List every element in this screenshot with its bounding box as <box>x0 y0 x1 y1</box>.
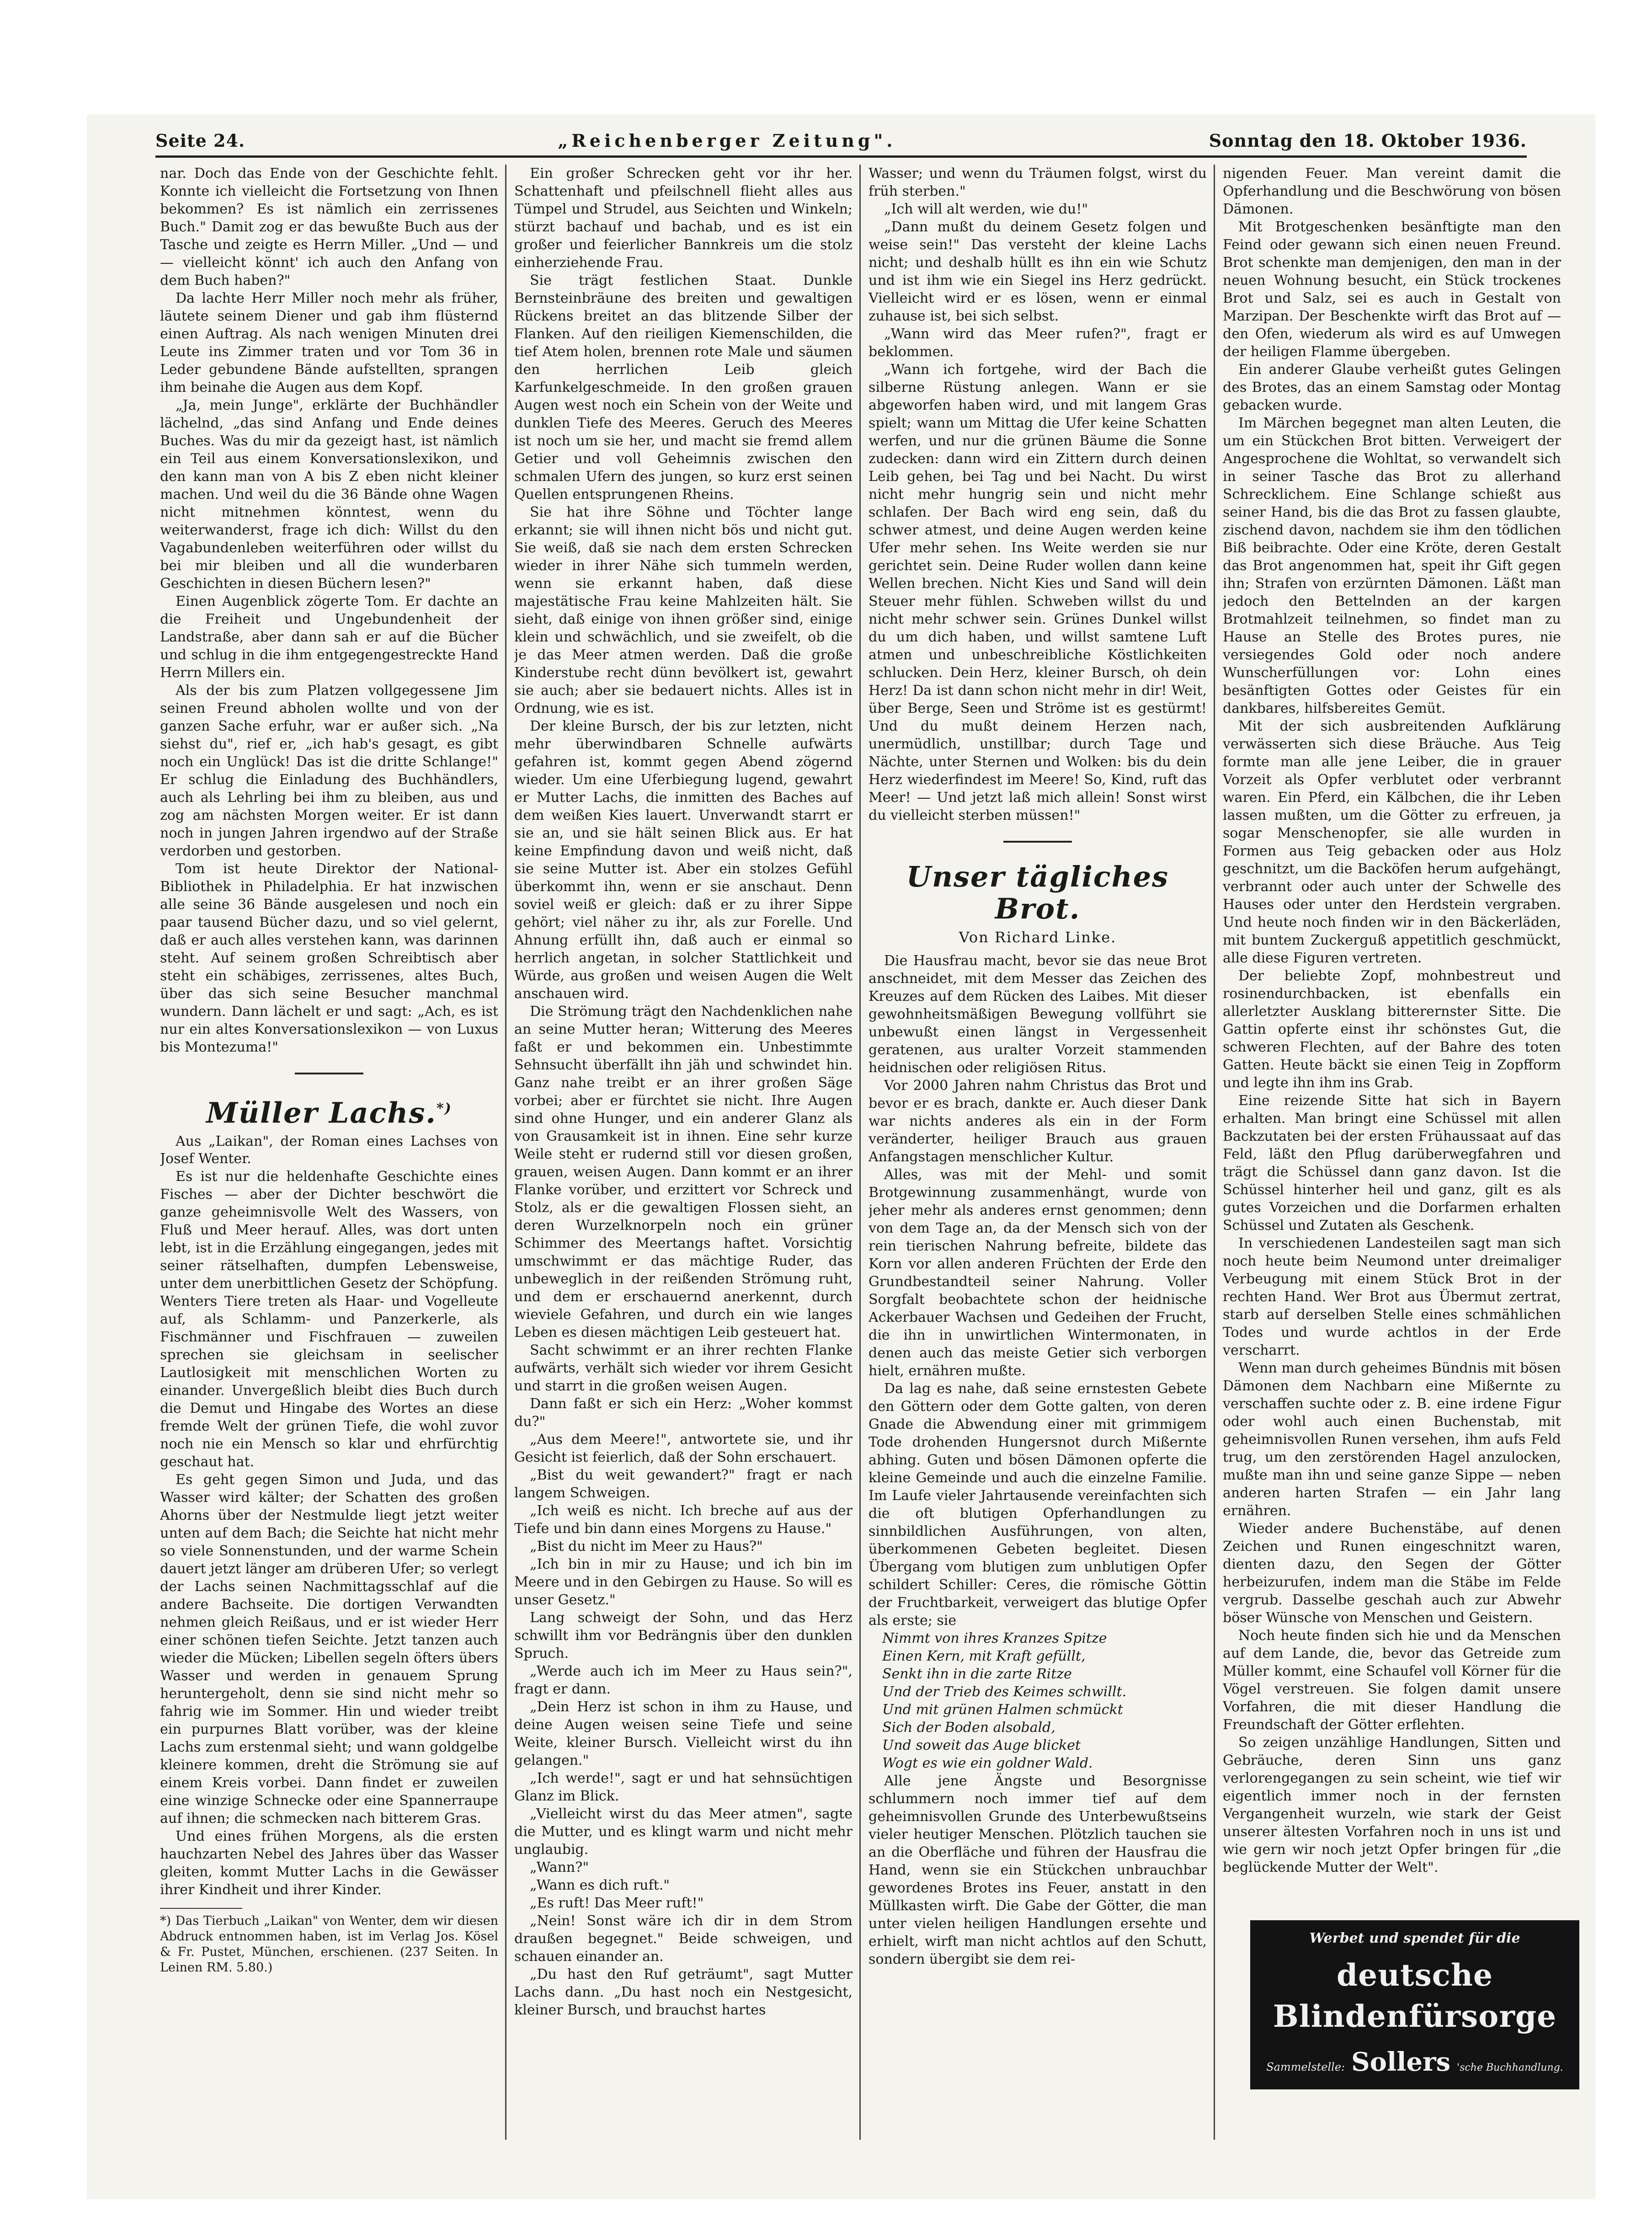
paragraph: Wenn man durch geheimes Bündnis mit bösen Dämonen dem Nachbarn eine Mißernte zu verschaffen suchte oder z. B. eine irdene Figur oder wohl auch einen Buchenstab, mit geheimnisvollen Runen versehen, ihm aufs Feld trug, um den zerstörenden Hagel anzulocken, mußte man ihn und seine ganze Sippe — neben anderen harten Strafen — ein Jahr lang ernähren. <box>1223 1360 1561 1519</box>
paragraph: Der beliebte Zopf, mohnbestreut und rosinendurchbacken, ist ebenfalls ein allerletzter Ausklang bitterernster Sitte. Die Gattin opferte einst ihr schönstes Gut, die schweren Flechten, auf der Bahre des toten Gatten. Heute bäckt sie einen Teig in Zopfform und legte ihn ihm ins Grab. <box>1223 968 1561 1091</box>
paragraph: Wasser; und wenn du Träumen folgst, wirst du früh sterben." <box>869 166 1207 199</box>
article-title-text: Müller Lachs. <box>206 1096 437 1130</box>
paragraph: Ein großer Schrecken geht vor ihr her. Schattenhaft und pfeilschnell flieht alles aus Tümpel und Strudel, aus Seichten und Winkeln; stürzt bachauf und bachab, und es ist ein großer und feierlicher Bannkreis um die stolz einherziehende Frau. <box>514 166 853 271</box>
footnote-marker: *) <box>436 1100 452 1116</box>
paragraph: Einen Augenblick zögerte Tom. Er dachte an die Freiheit und Ungebundenheit der Landstraße, aber dann sah er auf die Bücher und schlug in die ihm entgegengestreckte Hand Herrn Millers ein. <box>160 593 498 681</box>
paragraph: Die Strömung trägt den Nachdenklichen nahe an seine Mutter heran; Witterung des Meeres faßt er und bekommen ein. Unbestimmte Sehnsucht überfällt ihn jäh und schwindet hin. Ganz nahe treibt er an ihrer großen Säge vorbei; aber er fürchtet sie nicht. Ihre Augen sind ohne Hunger, und ein anderer Glanz als von Grausamkeit ist in ihnen. Eine sehr kurze Weile steht er rudernd still vor diesen großen, grauen, weisen Augen. Dann kommt er an ihrer Flanke vorüber, und erzittert vor Schreck und Stolz, als er die gewaltigen Flossen sieht, an deren Wurzelknorpeln noch ein grüner Schimmer des Meertangs haftet. Vorsichtig umschwimmt er das mächtige Ruder, das unbeweglich in der reißenden Strömung ruht, und dem er erschauernd anerkennt, durch wieviele Gefahren, und durch ein wie langes Leben es diesen mächtigen Leib gesteuert hat. <box>514 1004 853 1341</box>
paragraph: „Ich werde!", sagt er und hat sehnsüchtigen Glanz im Blick. <box>514 1770 853 1804</box>
ad-label: Sammelstelle: <box>1266 2061 1345 2073</box>
paragraph: Und eines frühen Morgens, als die ersten hauchzarten Nebel des Jahres über das Wasser gleiten, kommt Mutter Lachs in die Gewässer ihrer Kindheit und ihrer Kinder. <box>160 1828 498 1898</box>
paragraph: Alle jene Ängste und Besorgnisse schlummern noch immer tief auf dem geheimnisvollen Grunde des Unterbewußtseins vieler heutiger Menschen. Plötzlich tauchen sie an die Oberfläche und führen der Hausfrau die Hand, wenn sie ein Stückchen unbrauchbar gewordenes Brotes ins Feuer, anstatt in den Müllkasten wirft. Die Gabe der Götter, die man unter vielen heiligen Handlungen ersehte und erhielt, wirft man nicht achtlos auf den Schutt, sondern übergibt sie dem rei- <box>869 1773 1207 1967</box>
paragraph: Alles, was mit der Mehl- und somit Brotgewinnung zusammenhängt, wurde von jeher mehr als anderes ernst genommen; denn von dem Tage an, da der Mensch sich von der rein tierischen Nahrung befreite, bildete das Korn vor allen anderen Früchten der Erde den Grundbestandteil seiner Nahrung. Voller Sorgfalt beobachtete schon der heidnische Ackerbauer Wachsen und Gedeihen der Frucht, die ihn in unwirtlichen Wintermonaten, in denen auch das meiste Getier sich verborgen hielt, ernähren mußte. <box>869 1167 1207 1379</box>
poem-quote <box>869 1629 1207 1772</box>
paragraph: Mit der sich ausbreitenden Aufklärung verwässerten sich diese Bräuche. Aus Teig formte man alle jene Leiber, die in grauer Vorzeit als Opfer verblutet oder verbrannt waren. Ein Pferd, ein Kälbchen, die ihr Leben lassen mußten, um die Götter zu erfreuen, ja sogar Menschenopfer, sie alle wurden in Formen aus Teig gebacken oder aus Holz geschnitzt, um die Backöfen herum aufgehängt, verbrannt oder auch unter der Schwelle des Hauses oder unter den Herdstein vergraben. Und heute noch finden wir in den Bäckerläden, mit buntem Zuckerguß appetitlich geschmückt, alle diese Figuren vertreten. <box>1223 718 1561 966</box>
paragraph: Es ist nur die heldenhafte Geschichte eines Fisches — aber der Dichter beschwört die ganze geheimnisvolle Welt des Wassers, von Fluß und Meer herauf. Alles, was dort unten lebt, ist in die Erzählung eingegangen, jedes mit seiner rätselhaften, dumpfen Lebensweise, unter dem unerbittlichen Gesetz der Schöpfung. Wenters Tiere treten als Haar- und Vogelleute auf, als Schlamm- und Panzerkerle, als Fischmänner und Fischfrauen — zuweilen sprechen sie gleichsam in seelischer Lautlosigkeit mit menschlichen Worten zu einander. Unvergeßlich bleibt dies Buch durch die Demut und Hingabe des Wortes an diese fremde Welt der grünen Tiefe, die wohl zuvor noch nie ein Mensch so klar und ehrfürchtig geschaut hat. <box>160 1168 498 1470</box>
paragraph: Sie trägt festlichen Staat. Dunkle Bernsteinbräune des breiten und gewaltigen Rückens breitet an das blitzende Silber der Flanken. Auf den rieiligen Kiemenschilden, die tief Atem holen, brennen rote Male und säumen den herrlichen Leib gleich Karfunkelgeschmeide. In den großen grauen Augen west noch ein Schein von der Weite und dunklen Tiefe des Meeres. Geruch des Meeres ist noch um sie her, und macht sie fremd allem Getier und voll Geheimnis zwischen den schmalen Ufern des jungen, so kurz erst seinen Quellen entsprungenen Rheins. <box>514 272 853 502</box>
paragraph: „Wann es dich ruft." <box>530 1877 670 1893</box>
paragraph: Vor 2000 Jahren nahm Christus das Brot und bevor er es brach, dankte er. Auch dieser Dank war nichts anderes als ein in der Form veränderter, heiliger Brauch aus grauen Anfangstagen menschlicher Kultur. <box>869 1078 1207 1165</box>
article-title <box>160 1093 498 1129</box>
paragraph: Da lag es nahe, daß seine ernstesten Gebete den Göttern oder dem Gotte galten, von deren Gnade die Abwendung einer mit grimmigem Tode drohenden Hungersnot durch Mißernte abhing. Guten und bösen Dämonen opferte die kleine Gemeinde und auch die einzelne Familie. Im Laufe vieler Jahrtausende vereinfachten sich die oft blutigen Opferhandlungen zu sinnbildlichen Ausführungen, von alten, überkommenen Gebeten begleitet. Diesen Übergang vom blutigen zum unblutigen Opfer schildert Schiller: Ceres, die römische Göttin der Fruchtbarkeit, verweigert das blutige Opfer als erste; sie <box>869 1381 1207 1629</box>
footnote-rule <box>160 1908 242 1909</box>
article-subtitle: Aus „Laikan", der Roman eines Lachses von Josef Wenter. <box>160 1133 498 1167</box>
paragraph: „Werde auch ich im Meer zu Haus sein?", fragt er dann. <box>514 1663 853 1697</box>
paragraph: Wieder andere Buchenstäbe, auf denen Zeichen und Runen eingeschnitzt waren, dienten dazu, den Segen der Götter herbeizurufen, indem man die Stäbe im Felde vergrub. Dasselbe geschah auch zur Abwehr böser Wünsche von Menschen und Geistern. <box>1223 1521 1561 1626</box>
paragraph: Die Hausfrau macht, bevor sie das neue Brot anschneidet, mit dem Messer das Zeichen des Kreuzes auf dem Rücken des Laibes. Mit dieser gewohnheitsmäßigen Bewegung vollführt sie unbewußt einen längst in Vergessenheit geratenen, aus uralter Vorzeit stammenden heidnischen oder religiösen Ritus. <box>869 953 1207 1076</box>
header-rule <box>155 155 1527 158</box>
paragraph: Tom ist heute Direktor der National-Bibliothek in Philadelphia. Er hat inzwischen alle seine 36 Bände ausgelesen und noch ein paar tausend Bücher dazu, und so viel gelernt, daß er auch alles verstehen kann, was darinnen steht. Auf seinem großen Schreibtisch aber steht ein schäbiges, zerrissenes, altes Buch, über das sich seine Besucher manchmal wundern. Dann lächelt er und sagt: „Ach, es ist nur ein altes Konversationslexikon — von Luxus bis Montezuma!" <box>160 861 498 1055</box>
paragraph: Da lachte Herr Miller noch mehr als früher, läutete seinem Diener und gab ihm flüsternd einen Auftrag. Als nach wenigen Minuten drei Leute ins Zimmer traten und vor Tom 36 in Leder gebundene Bände aufstellten, sprangen ihm beinahe die Augen aus dem Kopf. <box>160 290 498 395</box>
paragraph: „Bist du weit gewandert?" fragt er nach langem Schweigen. <box>514 1467 853 1501</box>
paragraph: „Ich will alt werden, wie du!" <box>884 201 1088 217</box>
paragraph: „Dann mußt du deinem Gesetz folgen und weise sein!" Das versteht der kleine Lachs nicht; und deshalb hüllt es ihn ein wie Schutz und ist ihm wie ein Siegel ins Herz gedrückt. Vielleicht wird er es lösen, wenn er einmal zuhause ist, bei sich selbst. <box>869 219 1207 324</box>
paragraph: Es geht gegen Simon und Juda, und das Wasser wird kälter; der Schatten des großen Ahorns über der Nestmulde liegt jetzt weiter unten auf dem Bach; die Seichte hat nicht mehr so viele Sonnenstunden, und der warme Schein dauert jetzt länger am drüberen Ufer; so verlegt der Lachs seinen Nachmittagsschlaf auf die andere Bachseite. Die dortigen Verwandten nehmen gleich Reißaus, und er ist wieder Herr einer schönen tiefen Seichte. Jetzt tanzen auch wieder die Mücken; Libellen segeln öfters übers Wasser und werden in genauem Sprung heruntergeholt, denn sie sind nicht mehr so fahrig wie im Sommer. Hin und wieder treibt ein purpurnes Blatt vorüber, was der kleine Lachs zum erstenmal sieht; und wann goldgelbe kleinere kommen, dreht die Strömung sie auf einem Kreis vorbei. Dann findet er zuweilen eine winzige Schnecke oder eine Spannerraupe auf ihnen; die schmecken nach bitterem Gras. <box>160 1471 498 1827</box>
paragraph: „Wann?" <box>530 1859 589 1875</box>
paragraph: „Nein! Sonst wäre ich dir in dem Strom draußen begegnet." Beide schweigen, und schauen einander an. <box>514 1913 853 1965</box>
paragraph: Noch heute finden sich hie und da Menschen auf dem Lande, die, bevor das Getreide zum Müller kommt, eine Schaufel voll Körner für die Vögel verstreuen. Sie folgen damit unsere Vorfahren, die mit dieser Handlung die Freundschaft der Götter erflehten. <box>1223 1628 1561 1733</box>
paragraph: „Wann ich fortgehe, wird der Bach die silberne Rüstung anlegen. Wann er sie abgeworfen haben wird, und mit langem Gras spielt; wann um Mittag die Ufer keine Schatten werfen, und nur die grünen Bäume die Sonne zudecken: dann wird ein Zittern durch deinen Leib gehen, bei Tag und bei Nacht. Du wirst nicht mehr hungrig sein und nicht mehr schlafen. Der Bach wird eng sein, daß du schwer atmest, und deine Augen werden keine Ufer mehr sehen. Ins Weite werden sie nur gerichtet sein. Deine Ruder wollen dann keine Wellen brechen. Nicht Kies und Sand will dein Steuer mehr fühlen. Schweben willst du und nicht mehr schwer sein. Grünes Dunkel willst du um dich haben, und willst samtene Luft atmen und unbeschreibliche Köstlichkeiten schlucken. Dein Herz, kleiner Bursch, oh dein Herz! Da ist dann schon nicht mehr in dir! Weit, über Berge, Seen und Ströme ist es gestürmt! Und du mußt deinem Herzen nach, unermüdlich, unstillbar; durch Tage und Nächte, unter Sternen und Wolken: bis du dein Herz wiederfindest im Meere! So, Kind, ruft das Meer! — Und jetzt laß mich allein! Sonst wirst du vielleicht sterben müssen!" <box>869 362 1207 823</box>
paragraph: „Ja, mein Junge", erklärte der Buchhändler lächelnd, „das sind Anfang und Ende deines Buches. Was du mir da gezeigt hast, ist nämlich ein Teil aus einem Konversationslexikon, und den kann man von A bis Z eben nicht kleiner machen. Und weil du die 36 Bände ohne Wagen nicht mitnehmen könntest, wenn du weiterwanderst, frage ich dich: Willst du den Vagabundenleben weiterführen oder willst du bei mir bleiben und all die wunderbaren Geschichten in diesen Büchern lesen?" <box>160 397 498 592</box>
paragraph: Lang schweigt der Sohn, und das Herz schwillt ihm vor Bedrängnis über den dunklen Spruch. <box>514 1610 853 1661</box>
ad-collection-point <box>1262 2047 1567 2077</box>
column-2 <box>514 165 853 2144</box>
paragraph: „Vielleicht wirst du das Meer atmen", sagte die Mutter, und es klingt warm und nicht mehr unglaubig. <box>514 1806 853 1858</box>
poem-line: Einen Kern, mit Kraft gefüllt, <box>882 1648 1086 1664</box>
paragraph: Eine reizende Sitte hat sich in Bayern erhalten. Man bringt eine Schüssel mit allen Backzutaten bei der ersten Frühaussaat auf das Feld, läßt den Pflug darüberwegfahren und trägt die Schüssel dann ganz davon. Ist die Schüssel hinterher heil und ganz, gilt es als gutes Vorzeichen und die Dorfarmen erhalten Schüssel und Zutaten als Geschenk. <box>1223 1093 1561 1234</box>
paragraph: Ein anderer Glaube verheißt gutes Gelingen des Brotes, das an einem Samstag oder Montag gebacken wurde. <box>1223 362 1561 413</box>
paragraph: Mit Brotgeschenken besänftigte man den Feind oder gewann sich einen neuen Freund. Brot schenkte man demjenigen, den man in der neuen Wohnung besucht, ein Stück trockenes Brot und Salz, sei es auch in Gestalt von Marzipan. Der Beschenkte wirft das Brot auf — den Ofen, wiederum als wird es auf Umwegen der heiligen Flamme übergeben. <box>1223 219 1561 360</box>
paragraph: So zeigen unzählige Handlungen, Sitten und Gebräuche, deren Sinn uns ganz verlorengegangen zu sein scheint, wie tief wir eigentlich immer noch in der fernsten Vergangenheit wurzeln, wie stark der Geist unserer ältesten Vorfahren noch in uns ist und wie gern wir noch jetzt Opfer bringen für „die beglückende Mutter der Welt". <box>1223 1735 1561 1875</box>
article-byline: Von Richard Linke. <box>959 929 1117 946</box>
paragraph: Dann faßt er sich ein Herz: „Woher kommst du?" <box>514 1396 853 1430</box>
paragraph: „Es ruft! Das Meer ruft!" <box>530 1895 704 1911</box>
poem-line: Und der Trieb des Keimes schwillt. <box>882 1684 1127 1700</box>
ad-bookshop-name: Sollers <box>1351 2047 1451 2077</box>
paragraph: Der kleine Bursch, der bis zur letzten, nicht mehr überwindbaren Schnelle aufwärts gefahren ist, kommt gegen Abend zögernd wieder. Um eine Uferbiegung lugend, gewahrt er Mutter Lachs, die inmitten des Baches auf dem weißen Kies lauert. Unverwandt starrt er sie an, und sie hält seinen Blick aus. Er hat keine Empfindung davon und weiß nicht, daß sie seine Mutter ist. Aber ein stolzes Gefühl überkommt ihn, wenn er sie anschaut. Denn soviel weiß er gleich: daß er zu ihrer Sippe gehört; viel näher zu ihr, als zur Forelle. Und Ahnung erfüllt ihn, daß auch er einmal so herrlich angetan, in solcher Stattlichkeit und Würde, aus großen und weisen Augen die Welt anschauen wird. <box>514 718 853 1002</box>
paragraph: „Du hast den Ruf geträumt", sagt Mutter Lachs dann. „Du hast noch ein Nestgesicht, kleiner Bursch, und brauchst hartes <box>514 1966 853 2018</box>
paragraph: „Dein Herz ist schon in ihm zu Hause, und deine Augen weisen seine Tiefe und seine Weite, kleiner Bursch. Vielleicht wirst du ihn gelangen." <box>514 1699 853 1768</box>
ad-bookshop-suffix: 'sche Buchhandlung. <box>1457 2062 1563 2073</box>
column-4 <box>1223 165 1561 2144</box>
poem-line: Nimmt von ihres Kranzes Spitze <box>882 1630 1107 1646</box>
column-divider <box>859 165 861 2140</box>
column-1 <box>160 165 498 2144</box>
newspaper-page <box>87 114 1595 2199</box>
footnote: *) Das Tierbuch „Laikan" von Wenter, dem wir diesen Abdruck entnommen haben, ist im Verlag Jos. Kösel & Fr. Pustet, München, erschienen. (237 Seiten. In Leinen RM. 5.80.) <box>160 1913 498 1975</box>
article-title: Unser tägliches Brot. <box>906 860 1169 925</box>
newspaper-name: „Reichenberger Zeitung". <box>558 130 896 151</box>
paragraph: „Ich weiß es nicht. Ich breche auf aus der Tiefe und bin dann eines Morgens zu Hause." <box>514 1503 853 1537</box>
paragraph: Als der bis zum Platzen vollgegessene Jim seinen Freund abholen wollte und von der ganzen Sache erfuhr, war er außer sich. „Na siehst du", rief er, „ich hab's gesagt, es gibt noch ein Unglück! Das ist die dritte Schlange!" Er schlug die Einladung des Buchhändlers, auch als Lehrling bei ihm zu bleiben, aus und zog am nächsten Morgen weiter. Er ist dann noch in jungen Jahren irgendwo auf der Straße verdorben und gestorben. <box>160 683 498 859</box>
paragraph: „Bist du nicht im Meer zu Haus?" <box>530 1538 763 1554</box>
paragraph: Im Märchen begegnet man alten Leuten, die um ein Stückchen Brot bitten. Verweigert der Angesprochene die Wohltat, so verwandelt sich in seiner Tasche das Brot zu allerhand Schrecklichem. Eine Schlange schießt aus seiner Hand, bis die das Brot zu fassen glaubte, zischend davon, nachdem sie ihm den tödlichen Biß beibrachte. Oder eine Kröte, deren Gestalt das Brot angenommen hat, speit ihr Gift gegen ihn; Strafen von erzürnten Dämonen. Läßt man jedoch den Bettelnden an der kargen Brotmahlzeit teilnehmen, so findet man zu Hause an Stelle des Brotes pures, nie versiegendes Gold oder noch andere Wunscherfüllungen vor: Lohn eines besänftigten Gottes oder Geistes für ein dankbares, hilfsbereites Gemüt. <box>1223 415 1561 716</box>
paragraph: Sacht schwimmt er an ihrer rechten Flanke aufwärts, verhält sich wieder vor ihrem Gesicht und starrt in die großen weisen Augen. <box>514 1342 853 1394</box>
poem-line: Senkt ihn in die zarte Ritze <box>882 1666 1072 1682</box>
poem-line: Und mit grünen Halmen schmückt <box>882 1702 1123 1718</box>
paragraph: nigenden Feuer. Man vereint damit die Opferhandlung und die Beschwörung von bösen Dämonen. <box>1223 166 1561 217</box>
page-number: Seite 24. <box>155 130 245 151</box>
poem-line: Sich der Boden alsobald, <box>882 1720 1055 1736</box>
poem-line: Und soweit das Auge blicket <box>882 1737 1081 1753</box>
issue-date: Sonntag den 18. Oktober 1936. <box>1209 130 1527 151</box>
advertisement-box <box>1250 1920 1579 2089</box>
article-separator <box>295 1073 363 1074</box>
page-header <box>155 123 1527 151</box>
paragraph: „Wann wird das Meer rufen?", fragt er beklommen. <box>869 326 1207 360</box>
column-3 <box>869 165 1207 2144</box>
poem-line: Wogt es wie ein goldner Wald. <box>882 1755 1093 1771</box>
column-divider <box>505 165 506 2140</box>
ad-headline: deutsche Blindenfürsorge <box>1273 1957 1557 2034</box>
paragraph: „Ich bin in mir zu Hause; und ich bin im Meere und in den Gebirgen zu Hause. So will es unser Gesetz." <box>514 1556 853 1608</box>
paragraph: „Aus dem Meere!", antwortete sie, und ihr Gesicht ist feierlich, daß der Sohn erschauert. <box>514 1431 853 1465</box>
paragraph: nar. Doch das Ende von der Geschichte fehlt. Konnte ich vielleicht die Fortsetzung von Ihnen bekommen? Es ist nämlich ein zerrissenes Buch." Damit zog er das bewußte Buch aus der Tasche und zeigte es Herrn Miller. „Und — und — vielleicht könnt' ich auch den Anfang von dem Buch haben?" <box>160 166 498 288</box>
ad-slogan: Werbet und spendet für die <box>1309 1930 1520 1946</box>
article-separator <box>1003 841 1072 843</box>
column-divider <box>1214 165 1215 2140</box>
paragraph: Sie hat ihre Söhne und Töchter lange erkannt; sie will ihnen nicht bös und nicht gut. Sie weiß, daß sie nach dem ersten Schrecken wieder in ihrer Nähe sich tummeln werden, wenn sie erkannt haben, daß diese majestätische Frau keine Mahlzeiten hält. Sie sieht, daß einige von ihnen größer sind, einige klein und schwächlich, und sie zweifelt, ob die je das Meer atmen werden. Daß die große Kinderstube recht dünn bevölkert ist, gewahrt sie auch; aber sie bedauert nichts. Alles ist in Ordnung, wie es ist. <box>514 504 853 716</box>
paragraph: In verschiedenen Landesteilen sagt man sich noch heute beim Neumond unter dreimaliger Verbeugung mit einem Stück Brot in der rechten Hand. Wer Brot aus Übermut zertrat, starb auf derselben Stelle eines schmählichen Todes und wurde achtlos in der Erde verscharrt. <box>1223 1235 1561 1358</box>
